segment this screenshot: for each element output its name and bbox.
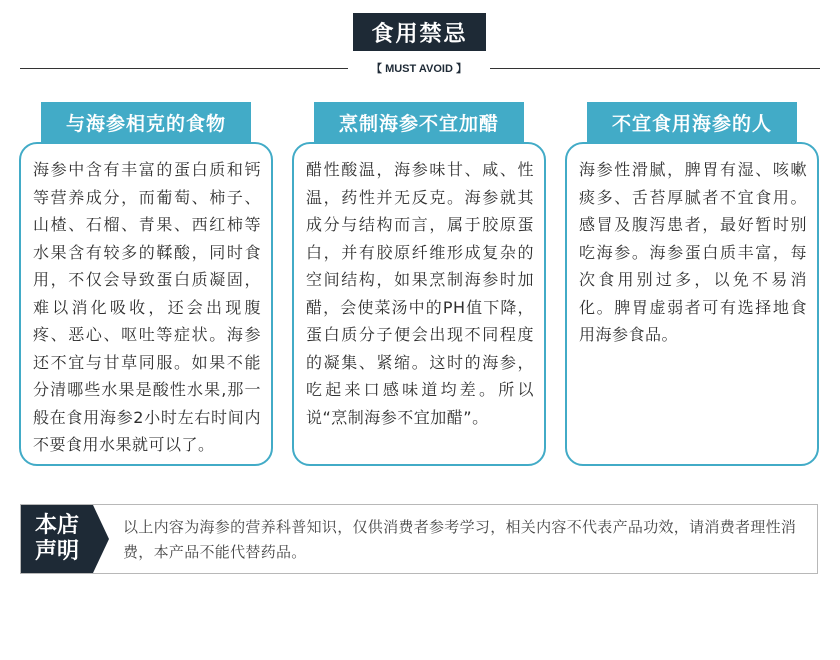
page-title: 食用禁忌 xyxy=(353,13,486,51)
divider-right xyxy=(490,68,820,69)
card-incompatible-foods xyxy=(19,142,273,466)
notice-text: 以上内容为海参的营养科普知识，仅供消费者参考学习，相关内容不代表产品功效，请消费者理性消费，本产品不能代替药品。 xyxy=(123,518,797,561)
card-title-incompatible-foods: 与海参相克的食物 xyxy=(41,102,251,142)
card-body: 海参中含有丰富的蛋白质和钙等营养成分，而葡萄、柿子、山楂、石榴、青果、西红柿等水果含有较多的鞣酸，同时食用，不仅会导致蛋白质凝固，难以消化吸收，还会出现腹疼、恶心、呕吐等症状。海参还不宜与甘草同服。如果不能分清哪些水果是酸性水果,那一般在食用海参2小时左右时间内不要食用水果就可以了。 xyxy=(33,160,261,454)
notice-label-line1: 本店 xyxy=(34,513,79,538)
notice-arrow-icon xyxy=(93,505,109,573)
divider-left xyxy=(20,68,348,69)
notice-label-line2: 声明 xyxy=(34,539,79,564)
notice-label xyxy=(21,505,93,573)
card-body: 醋性酸温，海参味甘、咸、性温，药性并无反克。海参就其成分与结构而言，属于胶原蛋白，并有胶原纤维形成复杂的空间结构，如果烹制海参时加醋，会使菜汤中的PH值下降，蛋白质分子便会出现不同程度的凝集、紧缩。这时的海参，吃起来口感味道均差。所以说“烹制海参不宜加醋”。 xyxy=(306,160,534,427)
store-notice xyxy=(20,504,818,574)
card-title-unsuitable-people: 不宜食用海参的人 xyxy=(587,102,797,142)
card-unsuitable-people xyxy=(565,142,819,466)
card-body: 海参性滑腻，脾胃有湿、咳嗽痰多、舌苔厚腻者不宜食用。感冒及腹泻患者，最好暂时别吃海参。海参蛋白质丰富，每次食用别过多，以免不易消化。脾胃虚弱者可有选择地食用海参食品。 xyxy=(579,160,807,344)
page-subtitle: 【 MUST AVOID 】 xyxy=(371,63,467,75)
card-title-no-vinegar: 烹制海参不宜加醋 xyxy=(314,102,524,142)
card-no-vinegar xyxy=(292,142,546,466)
